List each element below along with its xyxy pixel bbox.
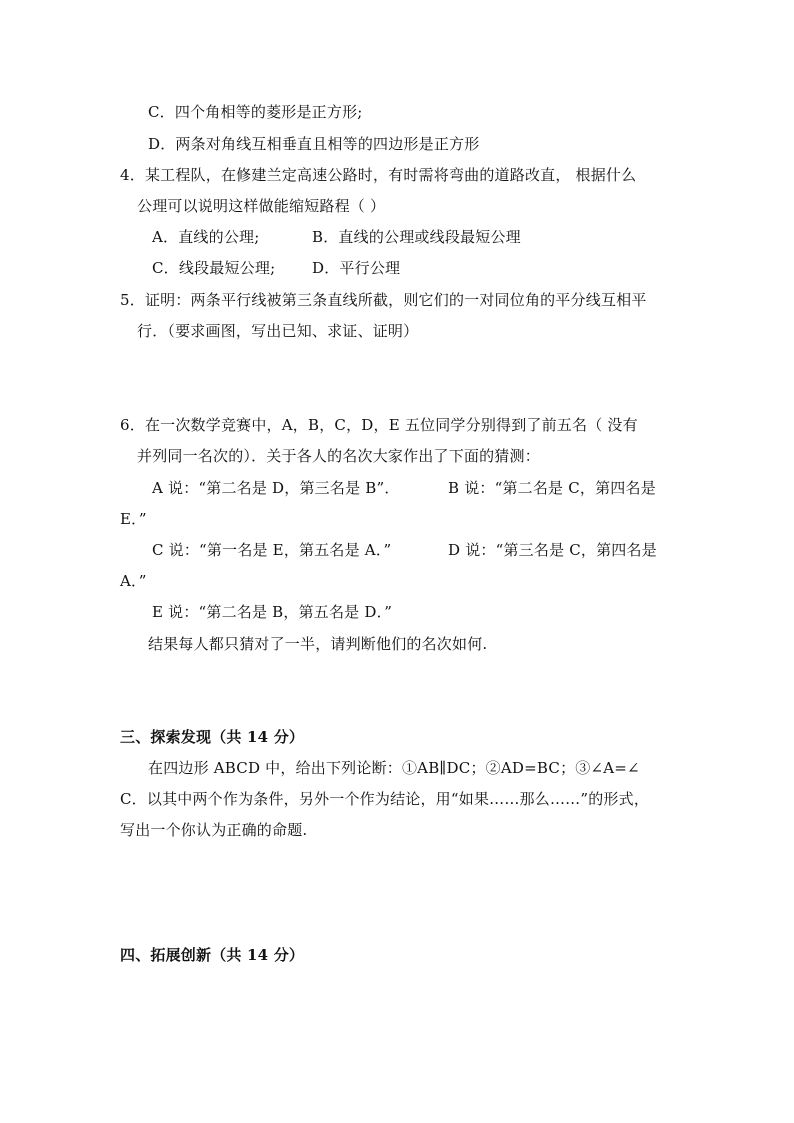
q3-option-c: C．四个角相等的菱形是正方形; [148,103,363,121]
q6-c-guess: C 说：“第一名是 E，第五名是 A．” [152,541,392,559]
q6-stem-line2: 并列同一名次的）．关于各人的名次大家作出了下面的猜测： [137,447,540,465]
q6-a-guess: A 说：“第二名是 D，第三名是 B”． [152,479,400,497]
q3-option-d: D．两条对角线互相垂直且相等的四边形是正方形 [148,135,480,153]
q4-option-a: A．直线的公理; [152,228,260,246]
q6-d-guess: D 说：“第三名是 C，第四名是 [448,541,657,559]
q6-conclusion: 结果每人都只猜对了一半，请判断他们的名次如何. [148,635,488,653]
q4-option-d: D．平行公理 [312,259,401,277]
q6-b-guess-cont: E．” [120,510,147,528]
section3-line3: 写出一个你认为正确的命题. [120,821,308,839]
q4-option-b: B．直线的公理或线段最短公理 [312,228,521,246]
q6-d-guess-cont: A．” [120,572,147,590]
section4-heading: 四、拓展创新（共 14 分） [120,946,305,964]
q6-b-guess: B 说：“第二名是 C，第四名是 [448,479,656,497]
section3-line1: 在四边形 ABCD 中，给出下列论断：①AB∥DC；②AD=BC；③∠A=∠ [148,759,640,777]
q6-e-guess: E 说：“第二名是 B，第五名是 D．” [152,603,393,621]
q6-stem-line1: 6．在一次数学竞赛中，A，B，C，D，E 五位同学分别得到了前五名（ 没有 [120,416,638,434]
q5-stem-line1: 5．证明：两条平行线被第三条直线所截，则它们的一对同位角的平分线互相平 [120,291,647,309]
q4-stem-line1: 4．某工程队，在修建兰定高速公路时，有时需将弯曲的道路改直， 根据什么 [120,166,637,184]
q4-option-c: C．线段最短公理; [152,259,276,277]
q5-stem-line2: 行．（要求画图，写出已知、求证、证明） [137,322,419,340]
q4-stem-line2: 公理可以说明这样做能缩短路程（ ） [137,197,386,215]
section3-line2: C．以其中两个作为条件，另外一个作为结论，用“如果……那么……”的形式， [120,790,650,808]
section3-heading: 三、探索发现（共 14 分） [120,728,305,746]
